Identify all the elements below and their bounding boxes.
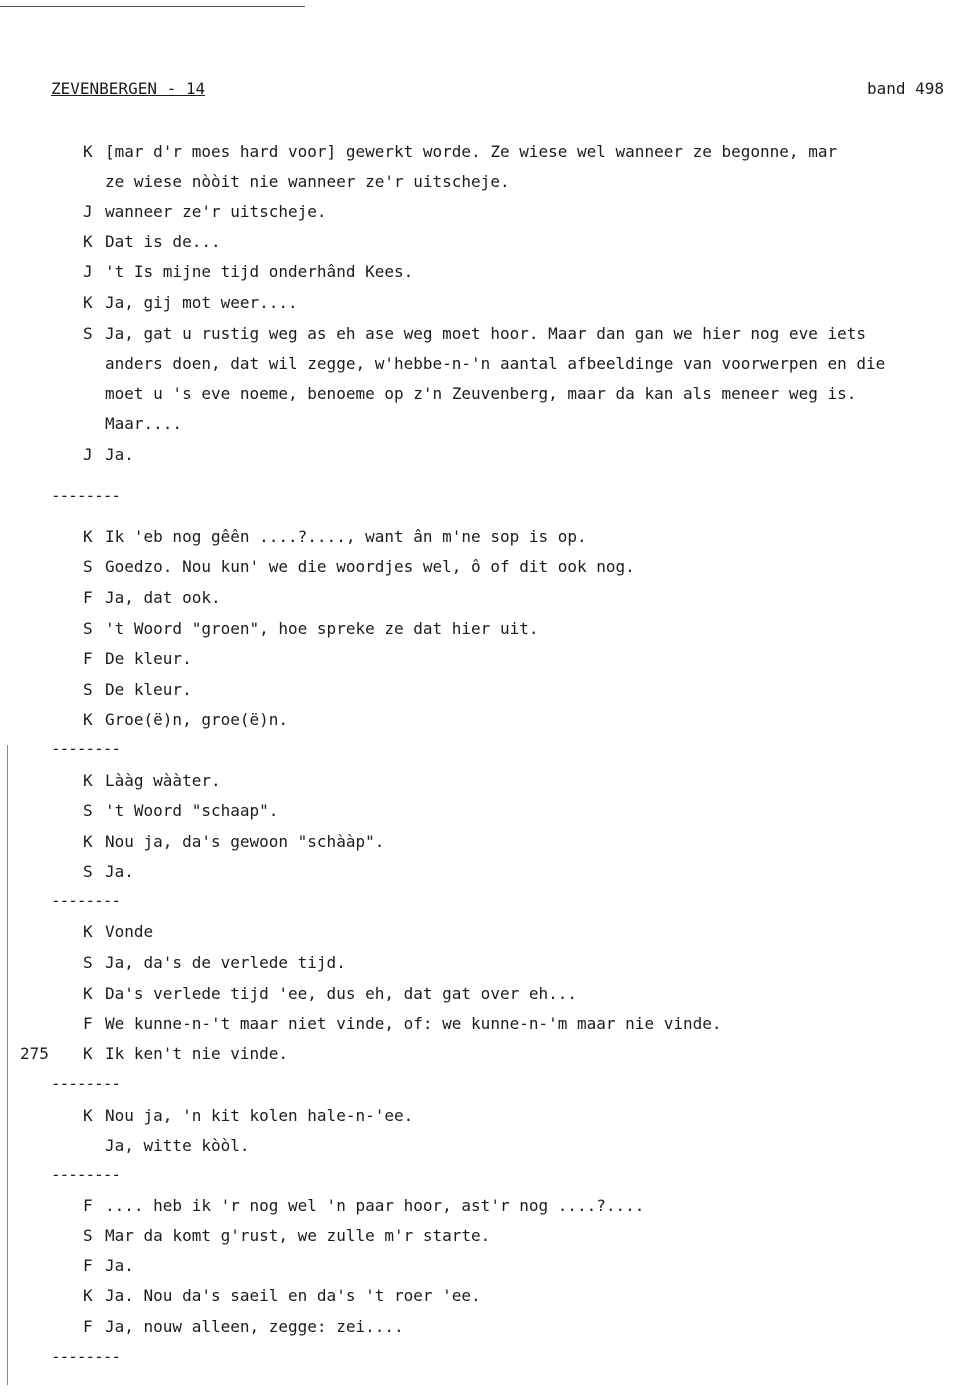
speaker-label: K — [83, 1044, 93, 1063]
utterance-text: 't Woord "schaap". — [105, 801, 279, 820]
utterance-text: 't Woord "groen", hoe spreke ze dat hier uit. — [105, 619, 539, 638]
utterance-text: .... heb ik 'r nog wel 'n paar hoor, ast'r nog ....?.... — [105, 1196, 645, 1215]
transcript-line — [83, 440, 134, 470]
utterance-text: Ja, gat u rustig weg as eh ase weg moet hoor. Maar dan gan we hier nog eve iets — [105, 324, 866, 343]
tape-number: band 498 — [866, 79, 944, 98]
speaker-label: K — [83, 984, 93, 1003]
speaker-label: K — [83, 293, 93, 312]
speaker-label: K — [83, 232, 93, 251]
utterance-text: Ja. — [105, 862, 134, 881]
utterance-text: Da's verlede tijd 'ee, dus eh, dat gat over eh... — [105, 984, 578, 1003]
utterance-text: Ja, da's de verlede tijd. — [105, 953, 346, 972]
speaker-label: K — [83, 771, 93, 790]
utterance-text: Ja, dat ook. — [105, 588, 221, 607]
speaker-label: S — [83, 1226, 93, 1245]
utterance-text: Maar.... — [105, 414, 183, 433]
margin-line-number: 275 — [20, 1044, 49, 1063]
utterance-text: Goedzo. Nou kun' we die woordjes wel, ô of dit ook nog. — [105, 557, 635, 576]
transcript-line — [83, 137, 837, 167]
transcript-line — [83, 522, 587, 552]
utterance-text: [mar d'r moes hard voor] gewerkt worde. Ze wiese wel wanneer ze begonne, mar — [105, 142, 838, 161]
speaker-label: S — [83, 801, 93, 820]
transcript-line — [83, 319, 866, 349]
transcript-line — [83, 857, 134, 887]
utterance-text: Ja, gij mot weer.... — [105, 293, 298, 312]
transcript-line — [83, 675, 192, 705]
speaker-label: J — [83, 262, 93, 281]
section-separator: -------- — [51, 1165, 121, 1184]
transcript-line — [83, 766, 221, 796]
transcript-line — [83, 705, 288, 735]
transcript-line — [83, 583, 221, 613]
speaker-label: F — [83, 1256, 93, 1275]
transcript-line — [83, 1251, 134, 1281]
transcript-line — [83, 1101, 413, 1131]
transcript-line — [83, 917, 153, 947]
speaker-label: F — [83, 1317, 93, 1336]
utterance-text: Ja, witte kòòl. — [105, 1136, 250, 1155]
speaker-label: K — [83, 1106, 93, 1125]
speaker-label: S — [83, 680, 93, 699]
utterance-text: Mar da komt g'rust, we zulle m'r starte. — [105, 1226, 491, 1245]
transcript-line — [83, 644, 192, 674]
transcript-line — [105, 379, 856, 409]
transcript-line — [83, 1039, 288, 1069]
utterance-text: Nou ja, da's gewoon "schààp". — [105, 832, 385, 851]
utterance-text: Lààg wààter. — [105, 771, 221, 790]
utterance-text: Ja, nouw alleen, zegge: zei.... — [105, 1317, 404, 1336]
utterance-text: De kleur. — [105, 649, 192, 668]
utterance-text: Ja. — [105, 445, 134, 464]
utterance-text: Ja. — [105, 1256, 134, 1275]
utterance-text: wanneer ze'r uitscheje. — [105, 202, 327, 221]
speaker-label: F — [83, 649, 93, 668]
transcript-line — [83, 827, 384, 857]
speaker-label: K — [83, 710, 93, 729]
transcript-line — [83, 552, 635, 582]
transcript-line — [83, 979, 577, 1009]
utterance-text: 't Is mijne tijd onderhând Kees. — [105, 262, 414, 281]
transcript-line — [83, 257, 413, 287]
utterance-text: Ja. Nou da's saeil en da's 't roer 'ee. — [105, 1286, 481, 1305]
transcript-line — [105, 1131, 250, 1161]
transcript-line — [83, 1281, 481, 1311]
transcript-line — [105, 349, 885, 379]
section-separator: -------- — [51, 1347, 121, 1366]
transcript-line — [83, 1191, 644, 1221]
transcript-line — [83, 197, 327, 227]
transcript-line — [105, 409, 182, 439]
speaker-label: K — [83, 527, 93, 546]
speaker-label: J — [83, 202, 93, 221]
utterance-text: ze wiese nòòit nie wanneer ze'r uitscheje. — [105, 172, 510, 191]
section-separator: -------- — [51, 1074, 121, 1093]
transcript-line — [105, 167, 510, 197]
speaker-label: F — [83, 588, 93, 607]
speaker-label: S — [83, 862, 93, 881]
utterance-text: De kleur. — [105, 680, 192, 699]
utterance-text: Nou ja, 'n kit kolen hale-n-'ee. — [105, 1106, 414, 1125]
section-separator: -------- — [51, 891, 121, 910]
transcript-line — [83, 1221, 490, 1251]
speaker-label: K — [83, 142, 93, 161]
utterance-text: Groe(ë)n, groe(ë)n. — [105, 710, 289, 729]
transcript-line — [83, 1009, 722, 1039]
speaker-label: F — [83, 1196, 93, 1215]
utterance-text: Ik ken't nie vinde. — [105, 1044, 289, 1063]
top-rule — [0, 6, 305, 7]
utterance-text: anders doen, dat wil zegge, w'hebbe-n-'n aantal afbeeldinge van voorwerpen en die — [105, 354, 886, 373]
transcript-line — [83, 614, 538, 644]
transcript-line — [83, 227, 221, 257]
utterance-text: Ik 'eb nog gêên ....?...., want ân m'ne sop is op. — [105, 527, 587, 546]
speaker-label: S — [83, 557, 93, 576]
utterance-text: moet u 's eve noeme, benoeme op z'n Zeuvenberg, maar da kan als meneer weg is. — [105, 384, 857, 403]
speaker-label: J — [83, 445, 93, 464]
transcript-line — [83, 796, 278, 826]
speaker-label: F — [83, 1014, 93, 1033]
transcript-line — [83, 1312, 404, 1342]
speaker-label: S — [83, 324, 93, 343]
speaker-label: S — [83, 619, 93, 638]
speaker-label: K — [83, 922, 93, 941]
speaker-label: K — [83, 832, 93, 851]
left-margin-rule — [7, 745, 8, 1385]
utterance-text: We kunne-n-'t maar niet vinde, of: we kunne-n-'m maar nie vinde. — [105, 1014, 722, 1033]
utterance-text: Dat is de... — [105, 232, 221, 251]
speaker-label: S — [83, 953, 93, 972]
section-separator: -------- — [51, 486, 121, 505]
transcript-line — [83, 948, 346, 978]
speaker-label: K — [83, 1286, 93, 1305]
section-separator: -------- — [51, 739, 121, 758]
utterance-text: Vonde — [105, 922, 154, 941]
page-title: ZEVENBERGEN - 14 — [51, 79, 206, 98]
transcript-line — [83, 288, 298, 318]
